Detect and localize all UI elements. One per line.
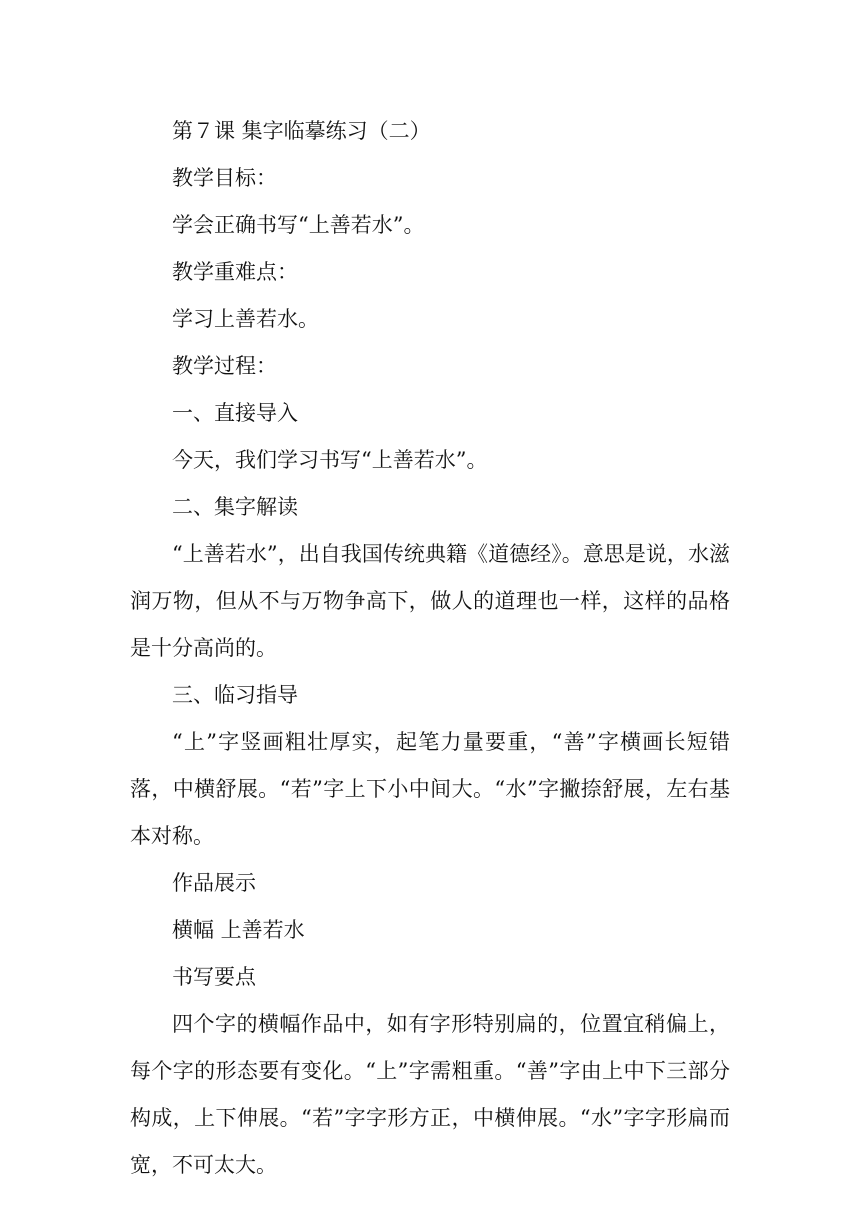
paragraph-key-point: 学习上善若水。: [172, 307, 319, 331]
section-heading-guidance: 三、临习指导: [172, 683, 298, 707]
section-heading-intro: 一、直接导入: [172, 401, 298, 425]
paragraph-goal: 学会正确书写“上善若水”。: [172, 213, 425, 237]
paragraph-intro: 今天，我们学习书写“上善若水”。: [172, 448, 488, 472]
paragraph-interpretation: “上善若水”，出自我国传统典籍《道德经》。意思是说，水滋润万物，但从不与万物争高下，做人的道理也一样，这样的品格是十分高尚的。: [130, 542, 730, 660]
paragraph-banner: 横幅 上善若水: [172, 918, 305, 942]
paragraph-guidance: “上”字竖画粗壮厚实，起笔力量要重，“善”字横画长短错落，中横舒展。“若”字上下小中间大。“水”字撇捺舒展，左右基本对称。: [130, 730, 730, 848]
section-heading-interpretation: 二、集字解读: [172, 495, 298, 519]
heading-key-points: 教学重难点：: [172, 260, 298, 284]
lesson-title: 第７课 集字临摹练习（二）: [172, 119, 431, 143]
document-body: [130, 108, 730, 1189]
paragraph-writing-points: 四个字的横幅作品中，如有字形特别扁的，位置宜稍偏上，每个字的形态要有变化。“上”字需粗重。“善”字由上中下三部分构成，上下伸展。“若”字字形方正，中横伸展。“水”字字形扁而宽，不可太大。: [130, 1012, 730, 1177]
heading-writing-points: 书写要点: [172, 965, 256, 989]
heading-teaching-goals: 教学目标：: [172, 166, 277, 190]
heading-teaching-process: 教学过程：: [172, 354, 277, 378]
heading-works-display: 作品展示: [172, 871, 256, 895]
